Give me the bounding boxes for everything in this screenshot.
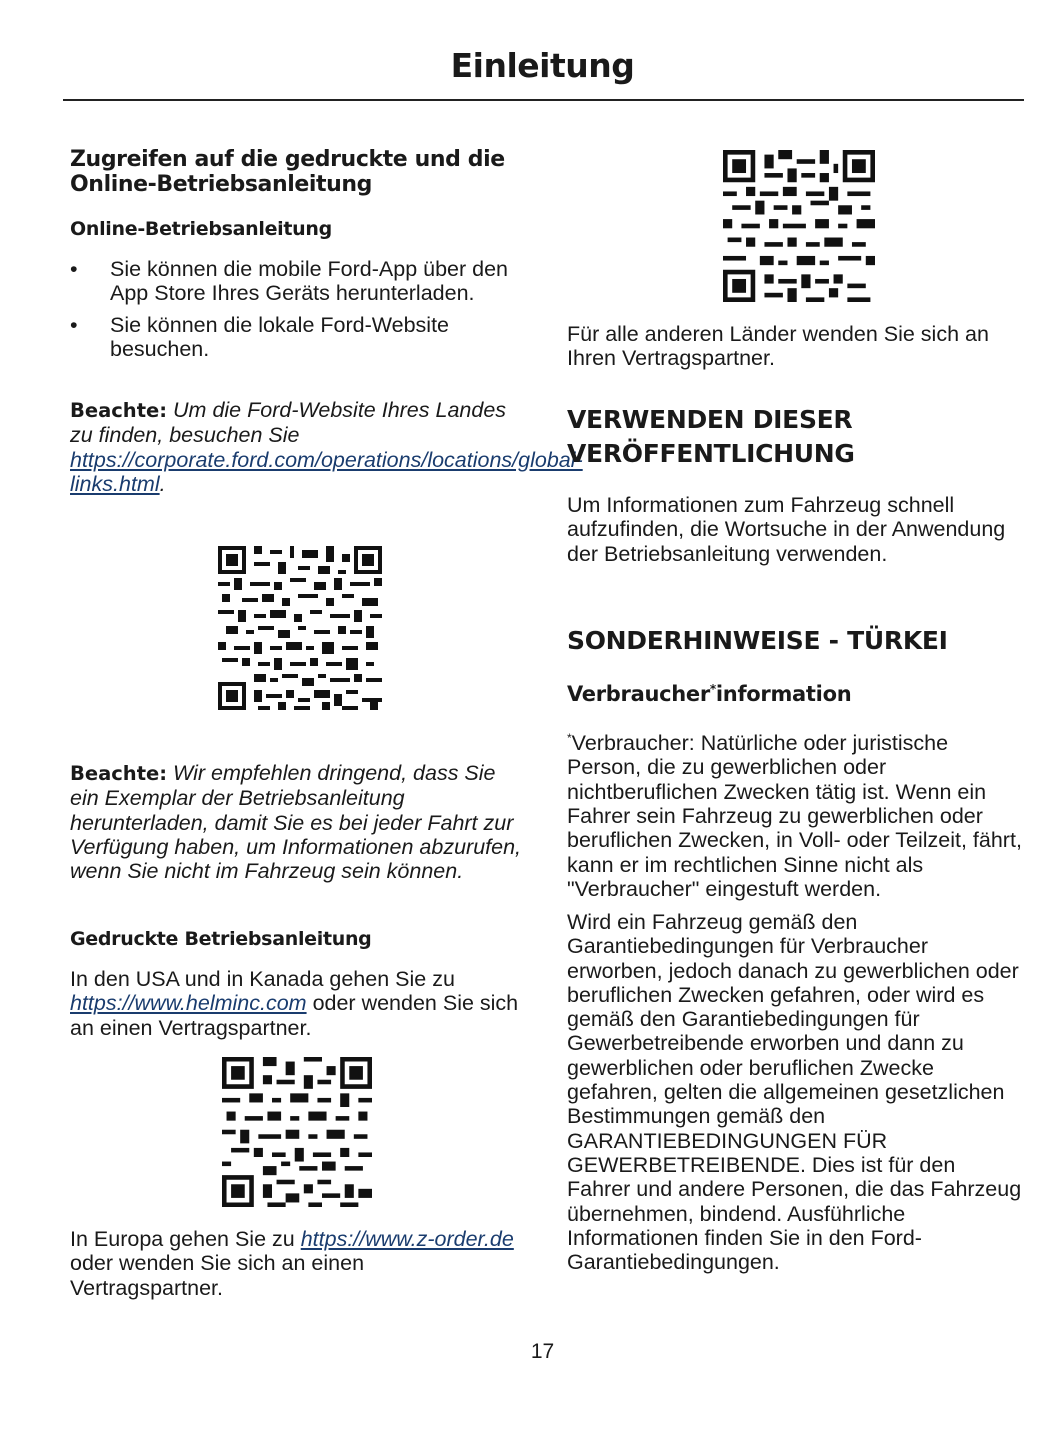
list-item: • Sie können die mobile Ford-App über den App Store Ihres Geräts herunterladen. [70,257,509,306]
consumer-definition-text: *Verbraucher: Natürliche oder juristische Person, die zu gewerblichen oder nichtberuflichen Zwecken tätig ist. Wenn ein Fahrer sein Fahrzeug zu gewerblichen oder beruflichen Zwecken, in Voll- oder Teilzeit, fährt, kann er im rechtlichen Sinne nicht als "Verbraucher" eingestuft werden. [567,731,1022,901]
header-divider [63,99,1024,101]
section-title-turkey: SONDERHINWEISE - TÜRKEI [567,626,948,655]
usage-text: Um Informationen zum Fahrzeug schnell aufzufinden, die Wortsuche in der Anwendung der Betriebsanleitung verwenden. [567,493,1006,566]
qr-code-icon [218,546,382,710]
section-title-access: Zugreifen auf die gedruckte und die Online-Betriebsanleitung [70,147,505,197]
printed-manual-heading: Gedruckte Betriebsanleitung [70,928,372,950]
helminc-link[interactable]: https://www.helminc.com [70,991,307,1016]
page-number: 17 [530,1340,555,1363]
bullet-icon: • [70,312,78,337]
usa-canada-text: In den USA und in Kanada gehen Sie zu https://www.helminc.com oder wenden Sie sich an einen Vertragspartner. [70,967,519,1040]
other-countries-text: Für alle anderen Länder wenden Sie sich an Ihren Vertragspartner. [567,322,989,371]
page-title: Einleitung [450,46,635,85]
z-order-link[interactable]: https://www.z-order.de [300,1227,514,1251]
warranty-text: Wird ein Fahrzeug gemäß den Garantiebedingungen für Verbraucher erworben, jedoch danach zu gewerblichen oder beruflichen Zwecken gefahren, oder wird es gemäß den Garantiebedingungen für Gewerbetreibende erworben und dann zu gewerblichen oder beruflichen Zwecke gefahren, gelten die allgemeinen gesetzlichen Bestimmungen gemäß den GARANTIEBEDINGUNGEN FÜR GEWERBETREIBENDE. Dies ist für den Fahrer und andere Personen, die das Fahrzeug übernehmen, bindend. Ausführliche Informationen finden Sie in den Ford-Garantiebedingungen. [567,910,1022,1275]
bullet-icon: • [70,257,78,281]
section-title-usage: VERWENDEN DIESER VERÖFFENTLICHUNG [567,405,855,468]
note-website: Beachte: Um die Ford-Website Ihres Landes zu finden, besuchen Sie https://corporate.ford.com/operations/locations/global-links.html. [70,398,583,496]
qr-code-icon [222,1057,372,1207]
ford-website-link[interactable]: https://corporate.ford.com/operations/locations/global-links.html [70,447,583,496]
online-manual-heading: Online-Betriebsanleitung [70,218,332,240]
note-download: Beachte: Wir empfehlen dringend, dass Sie ein Exemplar der Betriebsanleitung herunterladen, damit Sie es bei jeder Fahrt zur Verfügung haben, um Informationen abzurufen, wenn Sie nicht im Fahrzeug sein können. [70,761,522,884]
consumer-info-heading: Verbraucher*information [567,682,852,706]
list-item: • Sie können die lokale Ford-Website besuchen. [70,312,450,361]
qr-code-icon [723,150,875,302]
europe-text: In Europa gehen Sie zu https://www.z-order.de oder wenden Sie sich an einen Vertragspartner. [70,1227,514,1300]
bullet-list [70,257,520,368]
